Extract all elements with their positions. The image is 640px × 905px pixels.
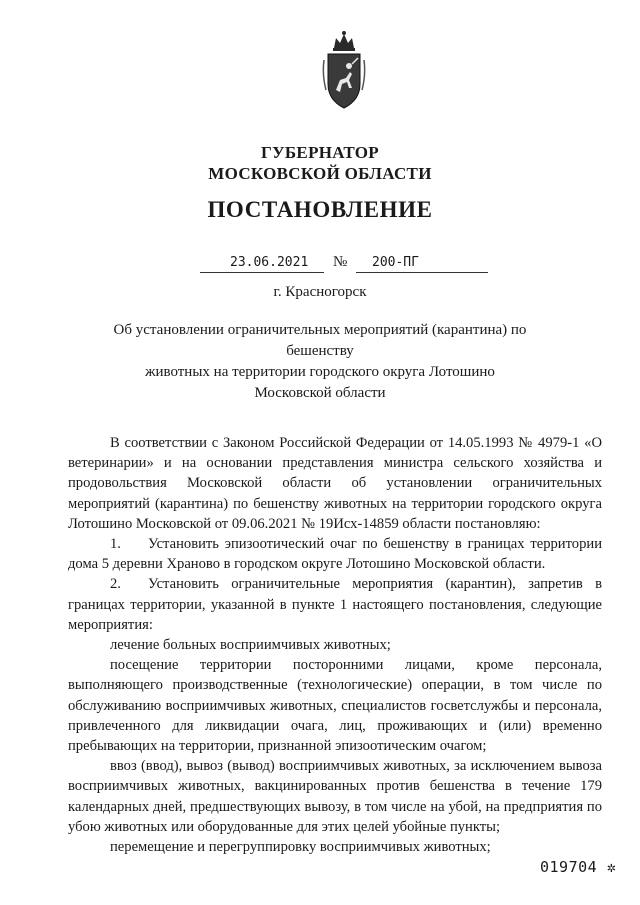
serial-number: 019704 ✲ xyxy=(540,858,617,876)
document-body xyxy=(68,433,602,857)
document-type: ПОСТАНОВЛЕНИЕ xyxy=(207,197,433,222)
measure-paragraph-3: ввоз (ввод), вывоз (вывод) восприимчивых животных, за исключением вывоза восприимчивых животных, вакцинированных против бешенства в течение 179 календарных дней, предшествующих вывозу, в том числе на убой, на предприятия по убою животных или оборудованные для этих целей убойные пункты; xyxy=(68,758,602,835)
number-sign: № xyxy=(333,254,348,270)
date-underline xyxy=(200,272,324,273)
document-date: 23.06.2021 xyxy=(230,255,309,270)
title-line-3: Московской области xyxy=(254,385,386,401)
measure-paragraph-1: лечение больных восприимчивых животных; xyxy=(110,637,391,654)
item-1-number: 1. xyxy=(110,536,121,553)
item-2-number: 2. xyxy=(110,576,121,593)
item-1 xyxy=(68,534,602,574)
region-heading: МОСКОВСКОЙ ОБЛАСТИ xyxy=(208,164,432,183)
title-line-2: животных на территории городского округа Лотошино xyxy=(145,364,495,380)
measure-paragraph-4: перемещение и перегруппировку восприимчивых животных; xyxy=(110,839,491,856)
measure-paragraph-2: посещение территории посторонними лицами, кроме персонала, выполняющего производственные (технологические) операции, в том числе по обслуживанию восприимчивых животных, специалистов госветслужбы и персонала, привлеченного для ликвидации очага, лиц, проживающих и (или) временно пребывающих на территории, признанной эпизоотическим очагом; xyxy=(68,657,602,755)
date-number-line xyxy=(200,255,500,275)
document-number: 200-ПГ xyxy=(372,255,419,270)
coat-of-arms-icon xyxy=(322,30,366,112)
item-2-text: Установить ограничительные мероприятия (карантин), запретив в границах территории, указанной в пункте 1 настоящего постановления, следующие мероприятия: xyxy=(68,576,602,633)
intro-paragraph: В соответствии с Законом Российской Федерации от 14.05.1993 № 4979-1 «О ветеринарии» и на основании представления министра сельского хозяйства и продовольствия Московской области об установлении ограничительных мероприятий (карантина) по бешенству животных на территории городского округа Лотошино Московской от 09.06.2021 № 19Исх-14859 области постановляю: xyxy=(68,435,602,532)
item-1-text: Установить эпизоотический очаг по бешенству в границах территории дома 5 деревни Храново в городском округе Лотошино Московской области. xyxy=(68,536,602,573)
governor-heading: ГУБЕРНАТОР xyxy=(261,143,379,162)
document-title xyxy=(80,320,560,404)
title-line-1: Об установлении ограничительных мероприятий (карантина) по бешенству xyxy=(113,322,527,359)
item-2 xyxy=(68,574,602,635)
city: г. Красногорск xyxy=(273,284,367,300)
number-underline xyxy=(356,272,488,273)
